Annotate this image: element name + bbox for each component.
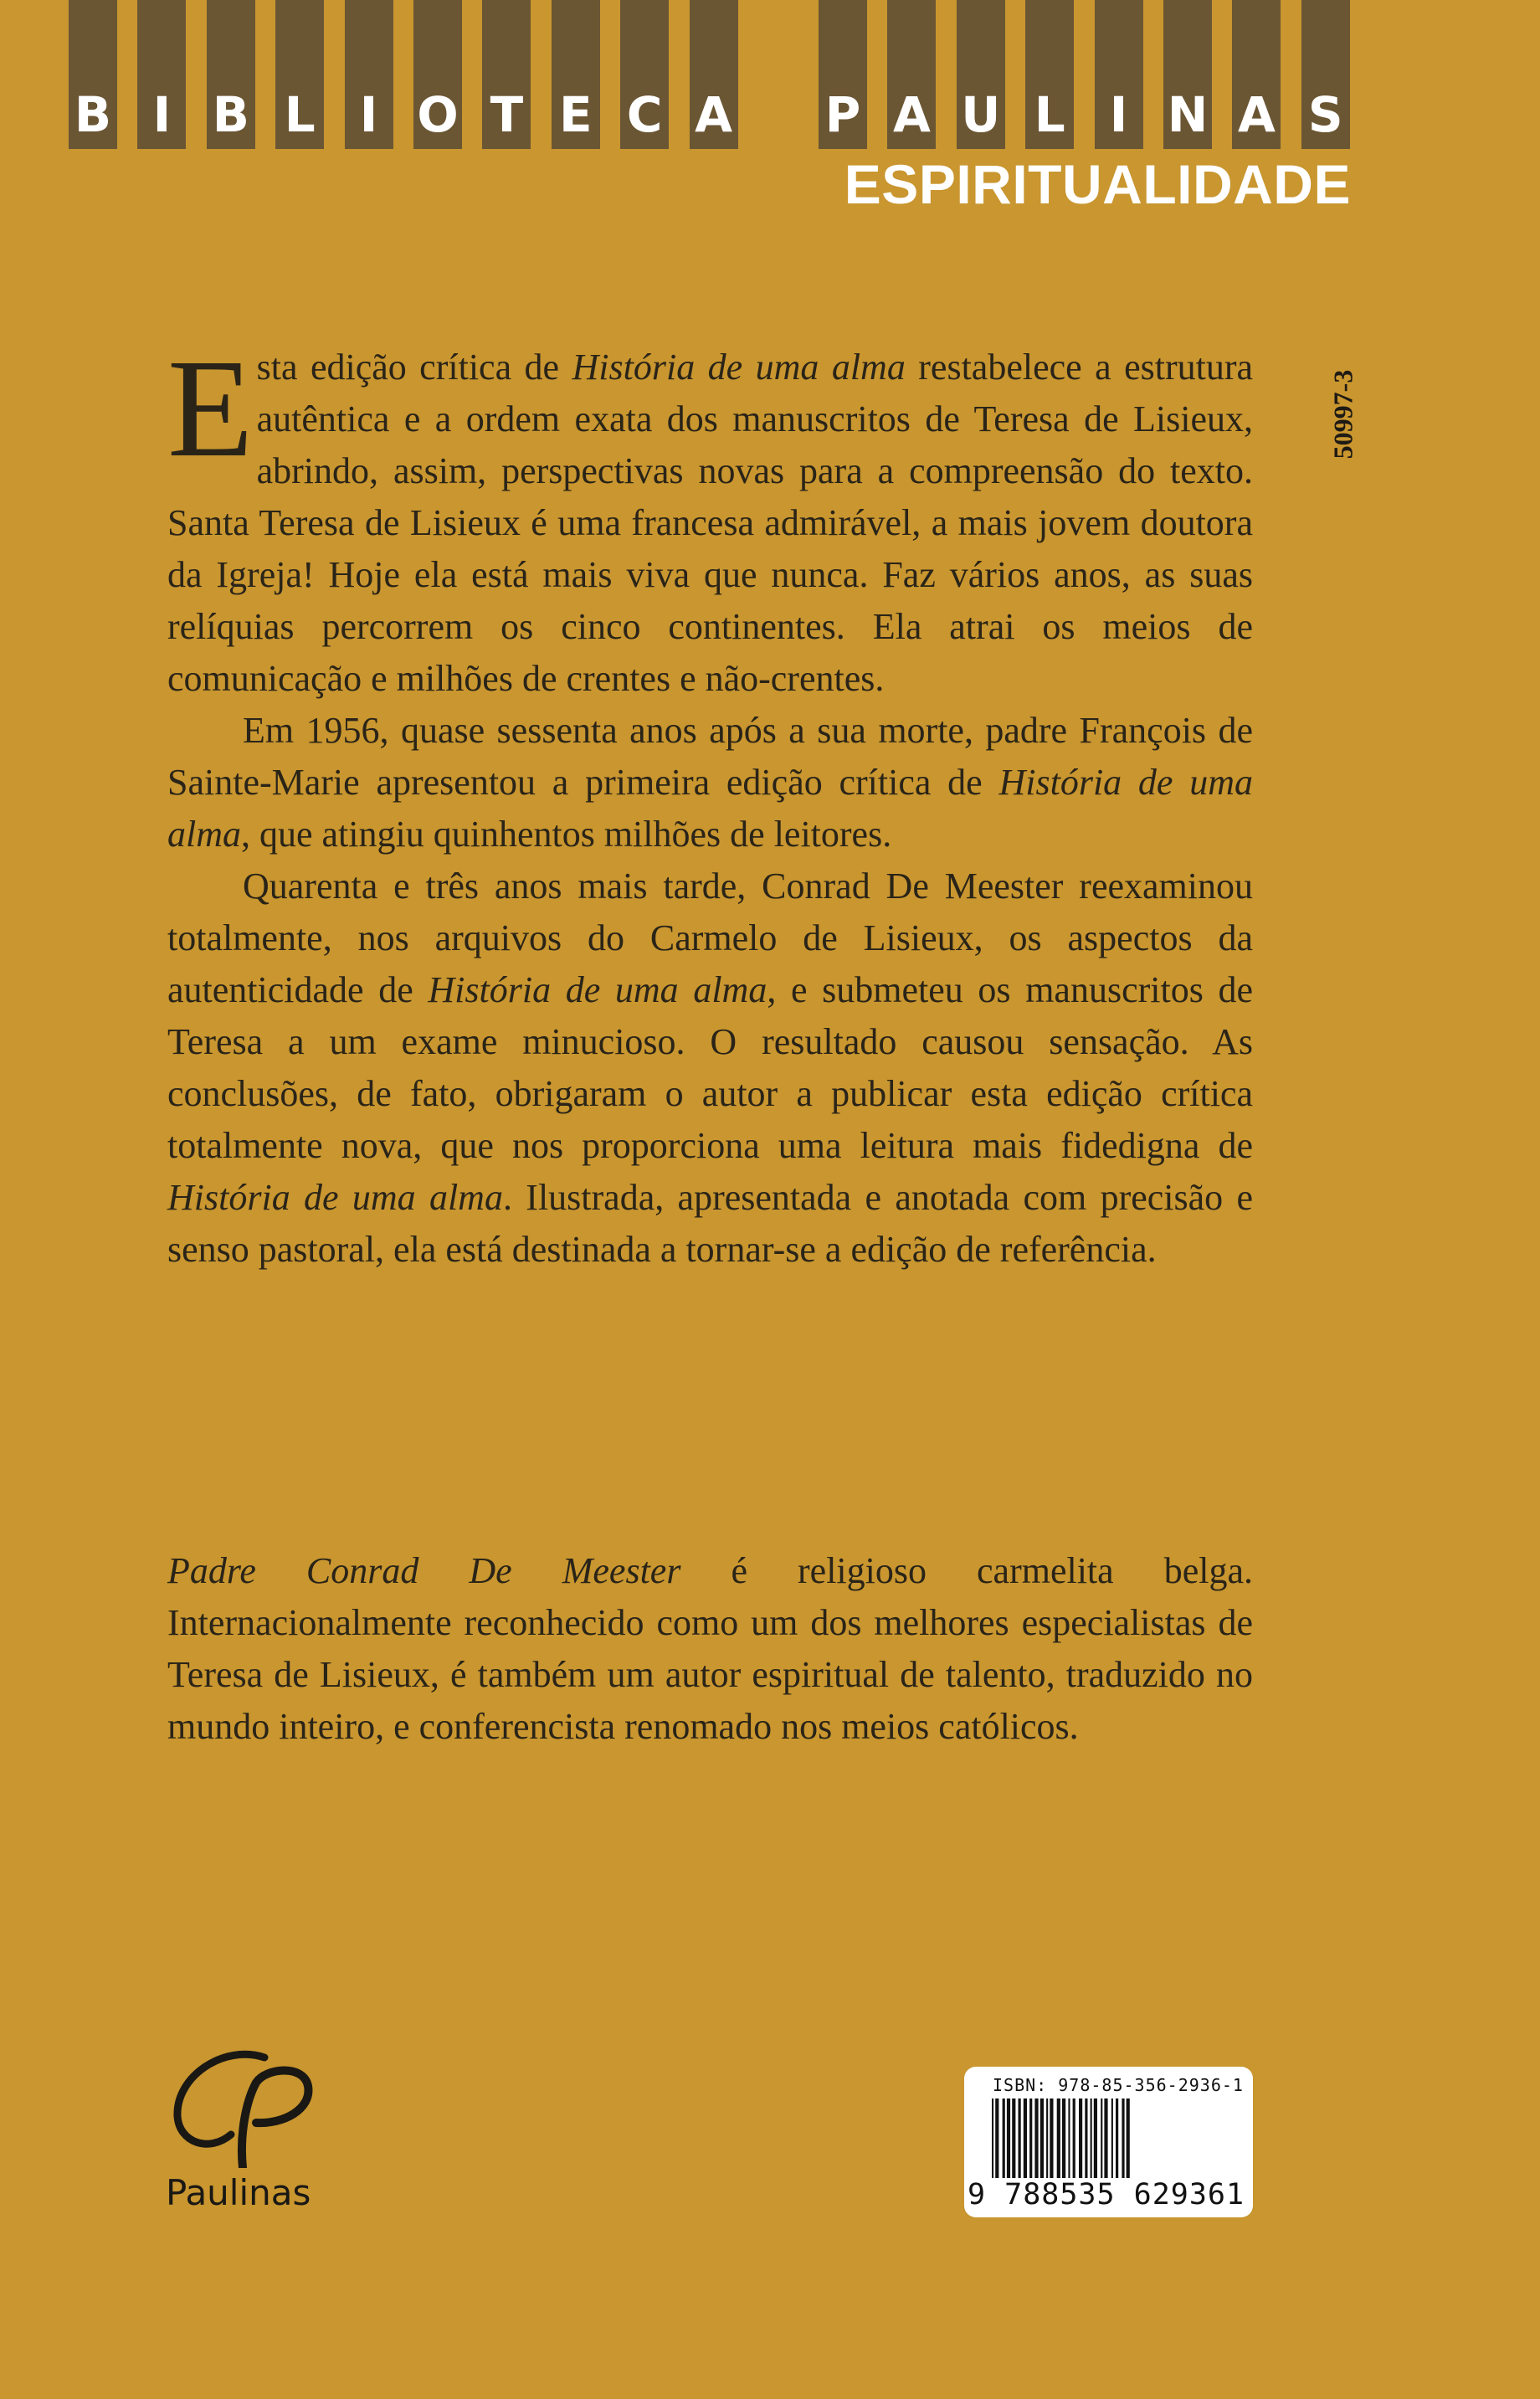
series-letter: L xyxy=(284,86,316,143)
product-code xyxy=(1310,352,1377,477)
series-letter-bar xyxy=(207,0,255,149)
series-letter: C xyxy=(626,86,663,143)
series-letter-bar xyxy=(690,0,738,149)
series-letter-bar xyxy=(69,0,117,149)
series-letter: N xyxy=(1167,86,1209,143)
series-letter: A xyxy=(1237,86,1276,143)
author-bio xyxy=(167,1545,1253,1753)
barcode-bars xyxy=(992,2098,1230,2178)
series-header xyxy=(0,0,1540,218)
series-letter: S xyxy=(1307,86,1343,143)
series-letter: P xyxy=(824,86,861,143)
series-letter: B xyxy=(212,86,249,143)
series-letter: I xyxy=(1109,86,1128,143)
barcode-digits: 9 788535 629361 xyxy=(968,2178,1245,2211)
series-letter: U xyxy=(961,86,1001,143)
synopsis-paragraph-2: Em 1956, quase sessenta anos após a sua morte, padre François de Sainte-Marie apresentou a primeira edição crítica de História de uma alma, que atingiu quinhentos milhões de leitores. xyxy=(167,710,1253,855)
series-letter-bar xyxy=(1301,0,1350,149)
series-letter-bar xyxy=(1095,0,1143,149)
series-letter-bar xyxy=(552,0,600,149)
series-letter-bar xyxy=(887,0,936,149)
series-letter: A xyxy=(892,86,931,143)
series-letter-bar xyxy=(957,0,1005,149)
series-letter-bar xyxy=(819,0,867,149)
drop-cap: E xyxy=(167,331,254,486)
product-code-text: 50997-3 xyxy=(1327,369,1358,460)
series-letter: I xyxy=(152,86,172,143)
series-letter-bar xyxy=(345,0,393,149)
book-title: História de uma alma xyxy=(572,347,906,388)
series-letter-bar xyxy=(482,0,531,149)
series-letter: L xyxy=(1034,86,1065,143)
barcode xyxy=(964,2067,1253,2217)
series-letter-bar xyxy=(1025,0,1074,149)
series-letter: I xyxy=(359,86,378,143)
book-title: História de uma alma xyxy=(428,969,767,1010)
series-letter-bar xyxy=(1232,0,1281,149)
series-letter-bar xyxy=(413,0,462,149)
series-letter-bar xyxy=(275,0,324,149)
series-letter: B xyxy=(74,86,112,143)
synopsis-paragraph-3: Quarenta e três anos mais tarde, Conrad De Meester reexaminou totalmente, nos arquivos do Carmelo de Lisieux, os aspectos da autenticidade de História de uma alma, e submeteu os manuscritos de Teresa a um exame minucioso. O resultado causou sensação. As conclusões, de fato, obrigaram o autor a publicar esta edição crítica totalmente nova, que nos proporciona uma leitura mais fidedigna de História de uma alma. Ilustrada, apresentada e anotada com precisão e senso pastoral, ela está destinada a tornar-se a edição de referência. xyxy=(167,866,1254,1270)
author-name: Padre Conrad De Meester xyxy=(167,1550,681,1591)
series-letter: E xyxy=(558,86,593,143)
synopsis xyxy=(167,331,1254,1276)
author-bio-paragraph: Padre Conrad De Meester é religioso carmelita belga. Internacionalmente reconhecido como um dos melhores especialistas de Teresa de Lisieux, é também um autor espiritual de talento, traduzido no mundo inteiro, e conferencista renomado nos meios católicos. xyxy=(167,1550,1253,1747)
book-title: História de uma alma xyxy=(167,1177,503,1218)
series-letter: T xyxy=(490,86,524,143)
isbn-label: ISBN: 978-85-356-2936-1 xyxy=(993,2075,1244,2095)
book-title: História de uma alma xyxy=(167,762,1253,855)
cp-logo-icon xyxy=(166,2042,333,2168)
series-letter-bar xyxy=(137,0,186,149)
series-letter: A xyxy=(695,86,733,143)
series-subtitle: ESPIRITUALIDADE xyxy=(844,153,1351,215)
series-letter-bar xyxy=(1163,0,1212,149)
publisher-logo xyxy=(166,2042,333,2218)
synopsis-paragraph-1: Esta edição crítica de História de uma alma restabelece a estrutura autêntica e a ordem exata dos manuscritos de Teresa de Lisieux, abrindo, assim, perspectivas novas para a compreensão do texto. Santa Teresa de Lisieux é uma francesa admirável, a mais jovem doutora da Igreja! Hoje ela está mais viva que nunca. Faz vários anos, as suas relíquias percorrem os cinco continentes. Ela atrai os meios de comunicação e milhões de crentes e não-crentes. xyxy=(167,331,1254,699)
series-letter: O xyxy=(417,86,459,143)
publisher-name: Paulinas xyxy=(166,2172,311,2213)
series-letter-bar xyxy=(620,0,669,149)
